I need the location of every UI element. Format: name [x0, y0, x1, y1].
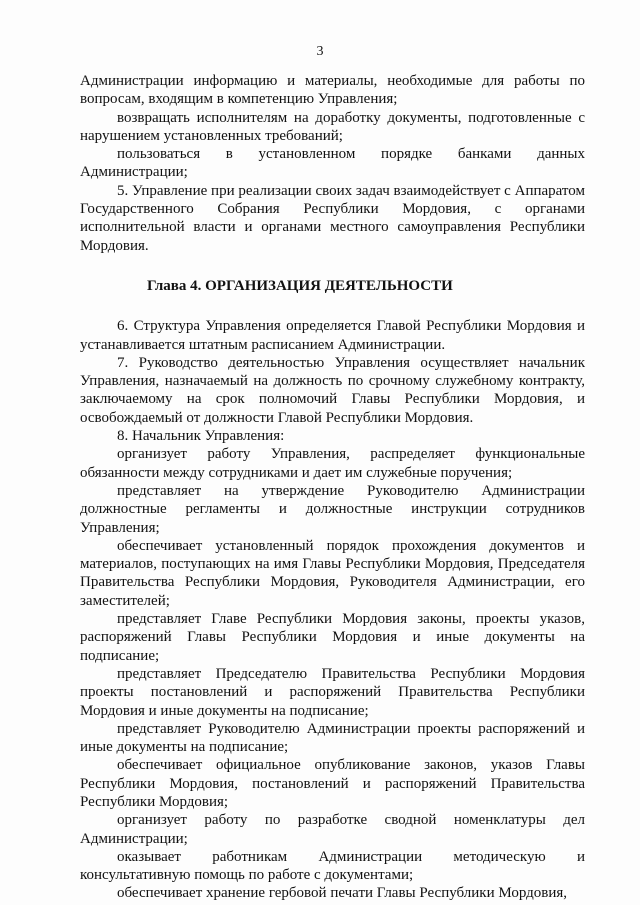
paragraph: организует работу Управления, распределяет функциональные обязанности между сотрудниками и дает им служебные поручения;	[80, 446, 585, 481]
paragraph: представляет на утверждение Руководителю Администрации должностные регламенты и должностные инструкции сотрудников Управления;	[80, 482, 585, 536]
paragraph: 8. Начальник Управления:	[117, 428, 285, 445]
spacer	[80, 255, 585, 277]
paragraph: 6. Структура Управления определяется Главой Республики Мордовия и устанавливается штатным расписанием Администрации.	[80, 318, 585, 353]
chapter-heading: Глава 4. ОРГАНИЗАЦИЯ ДЕЯТЕЛЬНОСТИ	[147, 277, 453, 294]
paragraph: представляет Главе Республики Мордовия законы, проекты указов, распоряжений Главы Республики Мордовия и иные документы на подписание;	[80, 611, 585, 664]
paragraph: Администрации информацию и материалы, необходимые для работы по вопросам, входящим в компетенцию Управления;	[80, 73, 585, 108]
paragraph: пользоваться в установленном порядке банками данных Администрации;	[80, 146, 585, 181]
document-body	[80, 72, 585, 903]
paragraph: 5. Управление при реализации своих задач взаимодействует с Аппаратом Государственного Собрания Республики Мордовия, с органами исполнительной власти и органами местного самоуправления Республики Мордовия.	[80, 182, 585, 254]
paragraph: оказывает работникам Администрации методическую и консультативную помощь по работе с документами;	[80, 848, 585, 884]
spacer	[80, 295, 585, 317]
paragraph: представляет Председателю Правительства Республики Мордовия проекты постановлений и распоряжений Правительства Республики Мордовия и иные документы на подписание;	[80, 665, 585, 719]
paragraph: обеспечивает официальное опубликование законов, указов Главы Республики Мордовия, постановлений и распоряжений Правительства Республики Мордовия;	[80, 757, 585, 810]
paragraph: организует работу по разработке сводной номенклатуры дел Администрации;	[80, 812, 585, 847]
paragraph: возвращать исполнителям на доработку документы, подготовленные с нарушением установленных требований;	[80, 109, 585, 144]
paragraph: обеспечивает установленный порядок прохождения документов и материалов, поступающих на имя Главы Республики Мордовия, Председателя Правительства Республики Мордовия, Руководителя Администрации, его заместителей;	[80, 537, 585, 609]
paragraph: 7. Руководство деятельностью Управления осуществляет начальник Управления, назначаемый на должность по срочному служебному контракту, заключаемому на срок полномочий Главы Республики Мордовия, и освобождаемый от должности Главой Республики Мордовия.	[80, 354, 585, 426]
paragraph: обеспечивает хранение гербовой печати Главы Республики Мордовия,	[117, 885, 568, 902]
page-number: 3	[316, 44, 324, 59]
paragraph: представляет Руководителю Администрации проекты распоряжений и иные документы на подписание;	[80, 720, 585, 756]
